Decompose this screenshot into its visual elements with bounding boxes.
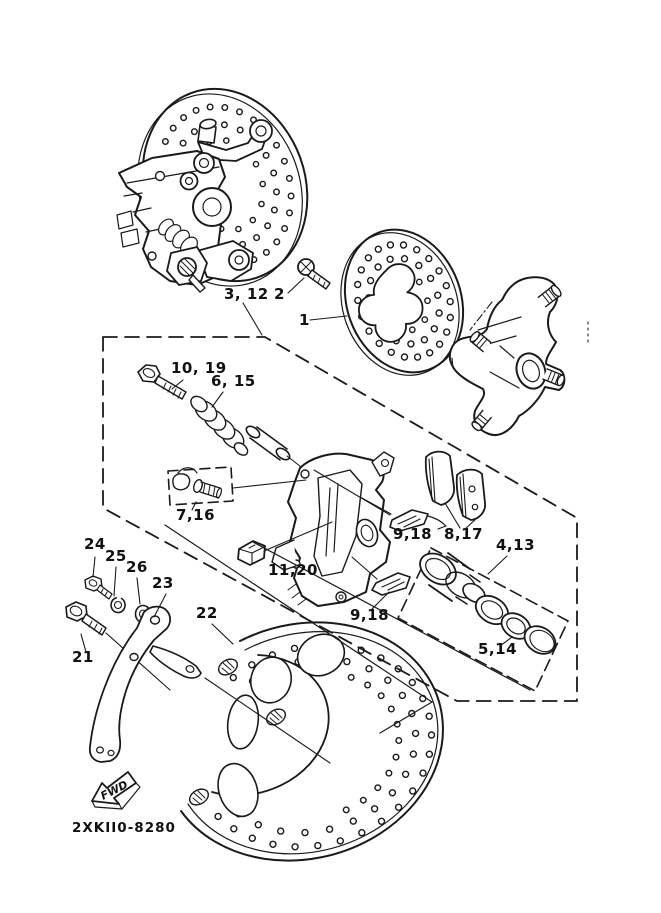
bleed-screw-kit: [168, 467, 233, 505]
callout-26: 26: [126, 558, 148, 576]
callout-11-20: 11,20: [268, 561, 318, 579]
fwd-arrow-label: FWD: [98, 778, 131, 803]
callout-24: 24: [84, 535, 106, 553]
disc-guard: [181, 622, 443, 860]
callout-3-12: 3, 12: [224, 285, 269, 303]
callout-7-16: 7,16: [176, 506, 216, 524]
callout-9-18-lower: 9,18: [350, 606, 390, 624]
callout-6-15: 6, 15: [211, 372, 256, 390]
disc-bolt: [298, 259, 330, 289]
callout-23: 23: [152, 574, 174, 592]
fwd-arrow: [92, 772, 140, 809]
brake-pads: [426, 452, 485, 520]
callout-25: 25: [105, 547, 127, 565]
drawing-number: 2XKII0-8280: [72, 820, 176, 836]
callout-4-13: 4,13: [496, 536, 536, 554]
small-bolt-24: [85, 576, 112, 599]
stay-bracket: [90, 607, 201, 762]
steering-knuckle-caliper: [117, 118, 272, 292]
pad-shim: [238, 541, 265, 565]
callout-21: 21: [72, 648, 94, 666]
callout-10-19: 10, 19: [171, 359, 227, 377]
pad-spring-lower: [372, 573, 410, 595]
callout-22: 22: [196, 604, 218, 622]
callout-2: 2: [274, 285, 285, 303]
callout-1: 1: [299, 311, 310, 329]
callout-8-17: 8,17: [444, 525, 484, 543]
caliper-piston: [414, 547, 488, 606]
lock-washer-25: [111, 598, 125, 613]
callout-9-18-upper: 9,18: [393, 525, 433, 543]
slide-pin-boot: [188, 393, 250, 457]
wheel-hub: [450, 277, 588, 435]
callout-5-14: 5,14: [478, 640, 518, 658]
